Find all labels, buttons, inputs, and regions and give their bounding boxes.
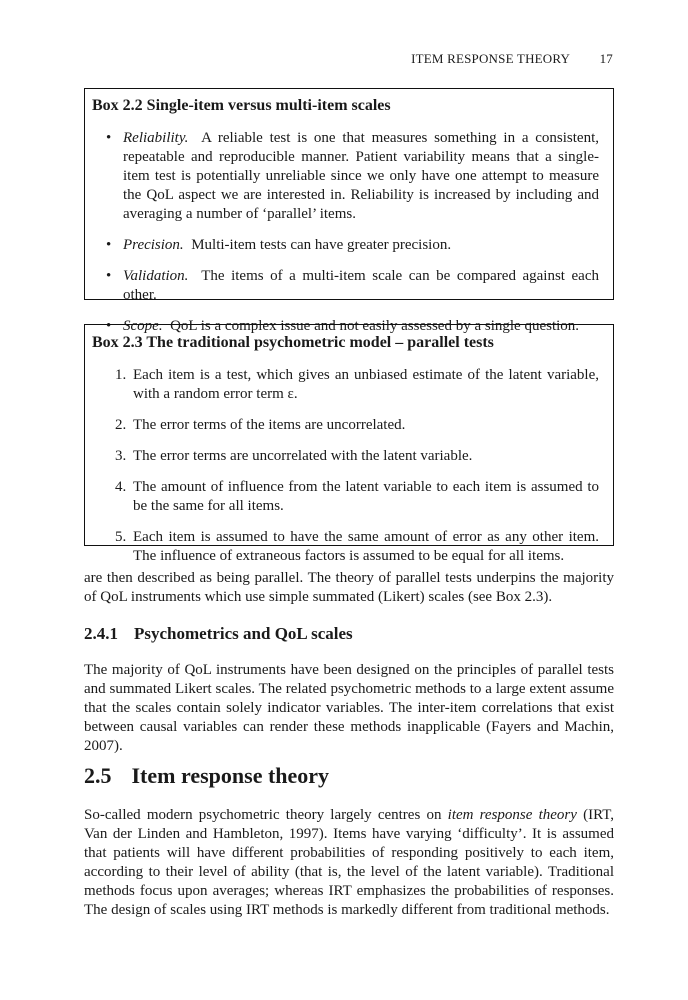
- running-head-title: ITEM RESPONSE THEORY: [411, 51, 571, 66]
- item-text: QoL is a complex issue and not easily assessed by a single question.: [170, 318, 580, 334]
- box-2-3: [84, 324, 614, 564]
- section-number: 2.4.1: [84, 624, 118, 643]
- body-paragraph: are then described as being parallel. The theory of parallel tests underpins the majority of QoL instruments which use simple summated (Likert) scales (see Box 2.3).: [84, 570, 614, 605]
- bullet-icon: •: [106, 237, 112, 253]
- body-paragraph: The majority of QoL instruments have been designed on the principles of parallel tests and summated Likert scales. The related psychometric methods to a large extent assume that the scales contain solely indicator variables. The inter-item correlations that exist between causal variables can render these methods inapplicable (Fayers and Machin, 2007).: [84, 662, 614, 754]
- item-text: Each item is assumed to have the same amount of error as any other item. The influence of extraneous factors is assumed to be equal for all items.: [133, 529, 599, 564]
- section-number: 2.5: [84, 763, 112, 788]
- item-text: The error terms of the items are uncorrelated.: [133, 417, 406, 433]
- body-paragraph: [84, 806, 614, 920]
- bullet-icon: •: [106, 130, 112, 146]
- list-item: [115, 366, 599, 404]
- item-lead: Scope.: [123, 318, 163, 334]
- list-item: [115, 447, 599, 466]
- item-text: Multi-item tests can have greater precision.: [191, 237, 452, 253]
- bullet-icon: •: [106, 268, 112, 284]
- paragraph-text: (IRT, Van der Linden and Hambleton, 1997). Items have varying ‘difficulty’. It is assumed that patients will have different probabilities of responding positively to each item, according to their level of ability (that is, the level of the latent variable). Traditional methods focus upon averages; whereas IRT emphasizes the probabilities of responses. The design of scales using IRT methods is markedly different from traditional methods.: [84, 807, 614, 918]
- page-number: 17: [599, 51, 613, 66]
- item-text: Each item is a test, which gives an unbiased estimate of the latent variable, with a random error term ε.: [133, 367, 599, 402]
- box-2-2: [84, 88, 614, 334]
- item-number: 5.: [115, 529, 127, 545]
- box-2-2-title: Box 2.2 Single-item versus multi-item scales: [92, 97, 391, 114]
- item-text: The error terms are uncorrelated with the latent variable.: [133, 448, 473, 464]
- bullet-icon: •: [106, 318, 112, 334]
- item-text: The amount of influence from the latent variable to each item is assumed to be the same for all items.: [133, 479, 599, 514]
- item-number: 3.: [115, 448, 127, 464]
- list-item: [115, 528, 599, 566]
- item-number: 4.: [115, 479, 127, 495]
- box-2-3-list: [115, 366, 599, 578]
- list-item: [115, 416, 599, 435]
- list-item: [103, 267, 599, 305]
- running-head: [411, 51, 613, 67]
- emphasis-term: item response theory: [447, 807, 577, 823]
- item-number: 1.: [115, 367, 127, 383]
- list-item: [115, 478, 599, 516]
- item-text: The items of a multi-item scale can be compared against each other.: [123, 268, 599, 303]
- section-title: Item response theory: [131, 763, 330, 788]
- box-2-2-list: [103, 129, 599, 348]
- paragraph-text: So-called modern psychometric theory largely centres on: [84, 807, 448, 823]
- list-item: [103, 129, 599, 224]
- section-title: Psychometrics and QoL scales: [134, 624, 353, 643]
- item-lead: Validation.: [123, 268, 189, 284]
- box-2-3-title: Box 2.3 The traditional psychometric model – parallel tests: [92, 334, 494, 351]
- item-lead: Reliability.: [123, 130, 189, 146]
- section-heading-2-5: [84, 763, 329, 789]
- section-heading-2-4-1: [84, 624, 353, 644]
- item-number: 2.: [115, 417, 127, 433]
- item-text: A reliable test is one that measures something in a consistent, repeatable and reproducible manner. Patient variability means that a single-item test is potentially unreliable since we only have one attempt to measure the QoL aspect we are interested in. Reliability is increased by including and averaging a number of ‘parallel’ items.: [123, 130, 599, 222]
- item-lead: Precision.: [123, 237, 184, 253]
- list-item: [103, 236, 599, 255]
